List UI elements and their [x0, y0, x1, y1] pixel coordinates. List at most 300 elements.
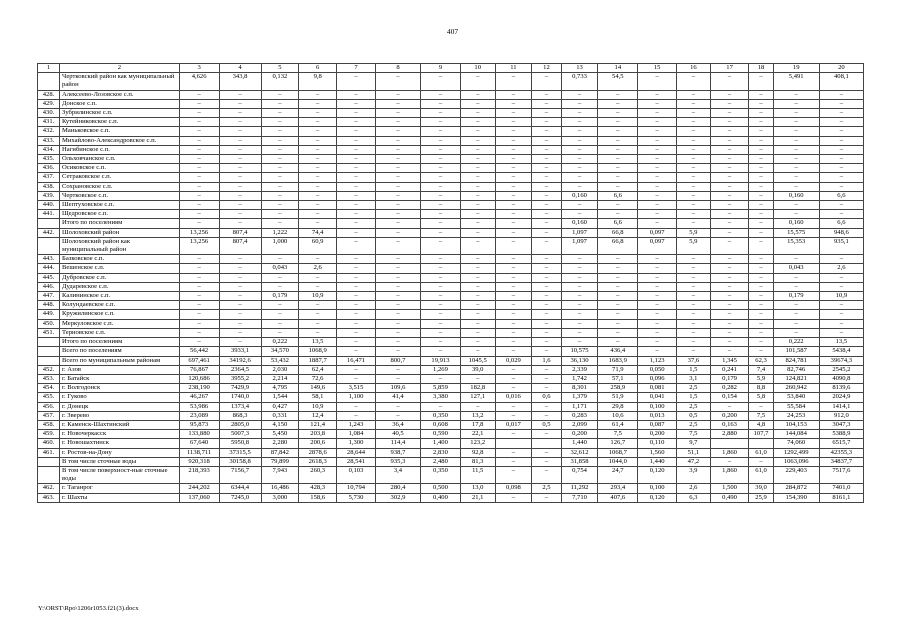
cell-value: 76,867	[179, 365, 219, 374]
cell-value: 109,6	[375, 384, 420, 393]
cell-value: –	[638, 219, 677, 228]
cell-value: 61,4	[598, 420, 638, 429]
cell-value: –	[495, 493, 532, 502]
cell-value: –	[337, 109, 376, 118]
cell-value: –	[561, 164, 598, 173]
cell-value: –	[299, 273, 337, 282]
row-number	[38, 356, 60, 365]
cell-value: –	[749, 173, 773, 182]
cell-value: –	[598, 301, 638, 310]
cell-value: 81,3	[460, 457, 495, 466]
cell-value: –	[710, 201, 749, 210]
cell-value: 0,754	[561, 466, 598, 483]
cell-value: –	[638, 210, 677, 219]
cell-value: 2,214	[261, 374, 299, 383]
cell-value: –	[421, 338, 461, 347]
cell-value: –	[819, 136, 863, 145]
cell-value: –	[532, 402, 561, 411]
cell-value: 46,267	[179, 393, 219, 402]
cell-value: 1,379	[561, 393, 598, 402]
cell-value: 34837,7	[819, 457, 863, 466]
cell-value: –	[337, 90, 376, 99]
cell-value: –	[561, 210, 598, 219]
cell-value: 28,644	[337, 448, 376, 457]
table-row	[38, 402, 864, 411]
column-header: 3	[179, 64, 219, 73]
row-number: 452.	[38, 365, 60, 374]
cell-value: 0,100	[638, 484, 677, 493]
cell-value: –	[299, 109, 337, 118]
cell-value: 10,794	[337, 484, 376, 493]
cell-value: –	[261, 136, 299, 145]
cell-value: 0,041	[638, 393, 677, 402]
cell-value: 1,300	[337, 439, 376, 448]
cell-value: –	[375, 145, 420, 154]
cell-value: 203,8	[299, 430, 337, 439]
cell-value: –	[337, 164, 376, 173]
cell-value: –	[421, 201, 461, 210]
cell-value: –	[561, 182, 598, 191]
cell-value: 0,098	[495, 484, 532, 493]
cell-value: –	[749, 191, 773, 200]
cell-value: 1,084	[337, 430, 376, 439]
cell-value: –	[710, 90, 749, 99]
cell-value: –	[677, 164, 711, 173]
cell-value: 407,6	[598, 493, 638, 502]
cell-value: 0,087	[638, 420, 677, 429]
cell-value: –	[261, 99, 299, 108]
row-number	[38, 237, 60, 254]
cell-value: 3955,2	[219, 374, 261, 383]
cell-value: –	[532, 164, 561, 173]
cell-value: –	[598, 319, 638, 328]
cell-value: –	[179, 328, 219, 337]
cell-value: –	[710, 173, 749, 182]
cell-value: –	[598, 164, 638, 173]
cell-value: 17,8	[460, 420, 495, 429]
cell-value: 30158,8	[219, 457, 261, 466]
cell-value: 21,1	[460, 493, 495, 502]
cell-value: –	[532, 338, 561, 347]
cell-value: –	[749, 210, 773, 219]
cell-value: –	[421, 402, 461, 411]
cell-value: –	[495, 136, 532, 145]
row-number: 456.	[38, 402, 60, 411]
cell-value: 0,016	[495, 393, 532, 402]
cell-value: –	[710, 118, 749, 127]
row-name: Чертковский район как муниципальный район	[60, 73, 180, 90]
table-row	[38, 292, 864, 301]
cell-value: –	[773, 201, 819, 210]
cell-value: 1,544	[261, 393, 299, 402]
cell-value: –	[375, 365, 420, 374]
cell-value: –	[710, 319, 749, 328]
cell-value: –	[638, 109, 677, 118]
cell-value: 1045,5	[460, 356, 495, 365]
cell-value: –	[337, 347, 376, 356]
cell-value: –	[710, 328, 749, 337]
cell-value: –	[598, 328, 638, 337]
cell-value: –	[710, 136, 749, 145]
cell-value: 123,2	[460, 439, 495, 448]
cell-value: –	[710, 99, 749, 108]
cell-value: –	[219, 155, 261, 164]
cell-value: 149,6	[299, 384, 337, 393]
cell-value: –	[421, 145, 461, 154]
row-name: Всего по поселениям	[60, 347, 180, 356]
row-number: 462.	[38, 484, 60, 493]
cell-value: 6,6	[819, 191, 863, 200]
cell-value: –	[421, 310, 461, 319]
cell-value: –	[532, 457, 561, 466]
cell-value: –	[421, 301, 461, 310]
cell-value: 101,587	[773, 347, 819, 356]
column-header: 20	[819, 64, 863, 73]
cell-value: –	[375, 136, 420, 145]
cell-value: –	[710, 282, 749, 291]
cell-value: 158,6	[299, 493, 337, 502]
cell-value: –	[532, 310, 561, 319]
row-name: Маньковское с.п.	[60, 127, 180, 136]
cell-value: 0,110	[638, 439, 677, 448]
cell-value: –	[749, 99, 773, 108]
cell-value: 0,733	[561, 73, 598, 90]
cell-value: –	[421, 374, 461, 383]
cell-value: –	[495, 338, 532, 347]
row-name: г. Волгодонск	[60, 384, 180, 393]
cell-value: –	[495, 319, 532, 328]
row-number: 458.	[38, 420, 60, 429]
cell-value: –	[677, 319, 711, 328]
cell-value: 229,403	[773, 466, 819, 483]
cell-value: 5,859	[421, 384, 461, 393]
cell-value: –	[532, 328, 561, 337]
cell-value: –	[495, 164, 532, 173]
cell-value: –	[460, 282, 495, 291]
column-header: 7	[337, 64, 376, 73]
cell-value: –	[598, 99, 638, 108]
cell-value: –	[421, 127, 461, 136]
cell-value: –	[598, 127, 638, 136]
cell-value: –	[749, 237, 773, 254]
cell-value: –	[819, 282, 863, 291]
cell-value: 0,427	[261, 402, 299, 411]
cell-value: 0,160	[561, 191, 598, 200]
cell-value: –	[598, 264, 638, 273]
cell-value: 120,686	[179, 374, 219, 383]
cell-value: –	[261, 173, 299, 182]
cell-value: –	[460, 155, 495, 164]
cell-value: –	[421, 182, 461, 191]
row-name: Кружилинское с.п.	[60, 310, 180, 319]
cell-value: –	[819, 90, 863, 99]
cell-value: –	[773, 310, 819, 319]
cell-value: 0,350	[421, 466, 461, 483]
cell-value: –	[532, 109, 561, 118]
row-name: Осиковское с.п.	[60, 164, 180, 173]
cell-value: –	[337, 210, 376, 219]
cell-value: 1,560	[638, 448, 677, 457]
cell-value: –	[375, 191, 420, 200]
cell-value: –	[337, 99, 376, 108]
cell-value: –	[460, 136, 495, 145]
cell-value: –	[299, 191, 337, 200]
column-header: 16	[677, 64, 711, 73]
cell-value: –	[532, 347, 561, 356]
cell-value: 1,345	[710, 356, 749, 365]
cell-value: –	[299, 255, 337, 264]
cell-value: –	[677, 99, 711, 108]
cell-value: –	[495, 127, 532, 136]
cell-value: 13,256	[179, 228, 219, 237]
cell-value: 7429,9	[219, 384, 261, 393]
cell-value: –	[460, 292, 495, 301]
cell-value: –	[261, 145, 299, 154]
row-number: 443.	[38, 255, 60, 264]
cell-value: –	[749, 292, 773, 301]
cell-value: –	[749, 402, 773, 411]
cell-value: 4,150	[261, 420, 299, 429]
cell-value: –	[638, 182, 677, 191]
cell-value: –	[219, 264, 261, 273]
cell-value: 58,1	[299, 393, 337, 402]
cell-value: 0,029	[495, 356, 532, 365]
cell-value: 2,099	[561, 420, 598, 429]
row-number: 457.	[38, 411, 60, 420]
cell-value: –	[638, 201, 677, 210]
cell-value: 7,943	[261, 466, 299, 483]
table-row	[38, 365, 864, 374]
row-number: 454.	[38, 384, 60, 393]
cell-value: –	[261, 210, 299, 219]
cell-value: –	[677, 201, 711, 210]
cell-value: –	[337, 328, 376, 337]
table-row	[38, 155, 864, 164]
table-row	[38, 255, 864, 264]
cell-value: 0,179	[710, 374, 749, 383]
cell-value: –	[773, 273, 819, 282]
cell-value: –	[638, 301, 677, 310]
cell-value: –	[460, 219, 495, 228]
table-row	[38, 420, 864, 429]
row-number: 446.	[38, 282, 60, 291]
cell-value: –	[375, 109, 420, 118]
cell-value: –	[749, 164, 773, 173]
cell-value: –	[561, 255, 598, 264]
cell-value: 61,0	[749, 448, 773, 457]
cell-value: –	[375, 219, 420, 228]
cell-value: –	[773, 155, 819, 164]
column-header: 6	[299, 64, 337, 73]
cell-value: –	[261, 90, 299, 99]
cell-value: –	[532, 493, 561, 502]
cell-value: 2,030	[261, 365, 299, 374]
cell-value: 2,6	[299, 264, 337, 273]
cell-value: 2,830	[421, 448, 461, 457]
cell-value: –	[773, 118, 819, 127]
cell-value: –	[532, 210, 561, 219]
cell-value: –	[261, 118, 299, 127]
table-row	[38, 310, 864, 319]
cell-value: 1,440	[561, 439, 598, 448]
cell-value: –	[375, 411, 420, 420]
cell-value: –	[375, 310, 420, 319]
cell-value: 10,9	[819, 292, 863, 301]
cell-value: –	[819, 310, 863, 319]
cell-value: 0,500	[421, 484, 461, 493]
cell-value: –	[749, 109, 773, 118]
cell-value: –	[598, 136, 638, 145]
cell-value: –	[219, 164, 261, 173]
table-row	[38, 301, 864, 310]
page-number: 407	[446, 27, 459, 36]
cell-value: –	[179, 319, 219, 328]
cell-value: 7401,0	[819, 484, 863, 493]
cell-value: –	[261, 273, 299, 282]
cell-value: –	[677, 310, 711, 319]
cell-value: –	[460, 310, 495, 319]
cell-value: –	[219, 99, 261, 108]
cell-value: 0,160	[773, 191, 819, 200]
cell-value: –	[638, 164, 677, 173]
cell-value: –	[561, 118, 598, 127]
cell-value: 8161,1	[819, 493, 863, 502]
cell-value: –	[219, 127, 261, 136]
cell-value: 3,4	[375, 466, 420, 483]
column-header: 18	[749, 64, 773, 73]
cell-value: –	[710, 73, 749, 90]
row-name: Калининское с.п.	[60, 292, 180, 301]
cell-value: –	[179, 282, 219, 291]
row-name: г. Азов	[60, 365, 180, 374]
cell-value: –	[749, 182, 773, 191]
cell-value: –	[179, 136, 219, 145]
table-row	[38, 430, 864, 439]
row-name: г. Гуково	[60, 393, 180, 402]
table-row	[38, 338, 864, 347]
cell-value: 258,9	[598, 384, 638, 393]
cell-value: –	[773, 109, 819, 118]
cell-value: 0,132	[261, 73, 299, 90]
cell-value: –	[219, 328, 261, 337]
cell-value: 62,3	[749, 356, 773, 365]
cell-value: 82,746	[773, 365, 819, 374]
cell-value: 0,050	[638, 365, 677, 374]
cell-value: 3933,1	[219, 347, 261, 356]
cell-value: 24,253	[773, 411, 819, 420]
cell-value: –	[179, 264, 219, 273]
cell-value: 1887,7	[299, 356, 337, 365]
cell-value: 2878,6	[299, 448, 337, 457]
cell-value: –	[532, 448, 561, 457]
cell-value: –	[598, 145, 638, 154]
cell-value: –	[598, 255, 638, 264]
cell-value: –	[299, 310, 337, 319]
cell-value: 1,860	[710, 466, 749, 483]
cell-value: –	[375, 201, 420, 210]
cell-value: –	[375, 338, 420, 347]
cell-value	[710, 439, 749, 448]
cell-value: 938,7	[375, 448, 420, 457]
cell-value: –	[421, 90, 461, 99]
cell-value: –	[375, 374, 420, 383]
cell-value: –	[375, 282, 420, 291]
cell-value: –	[261, 282, 299, 291]
cell-value: –	[598, 118, 638, 127]
table-row	[38, 319, 864, 328]
cell-value: 0,283	[561, 411, 598, 420]
cell-value: –	[299, 182, 337, 191]
cell-value: –	[819, 99, 863, 108]
cell-value: –	[749, 145, 773, 154]
cell-value: 15,575	[773, 228, 819, 237]
cell-value: 343,8	[219, 73, 261, 90]
row-number	[38, 466, 60, 483]
cell-value: –	[598, 310, 638, 319]
cell-value: –	[677, 90, 711, 99]
cell-value: –	[710, 210, 749, 219]
file-path-footer: Y:\ORST\Rpo\1206r1053.f21(3).docx	[38, 605, 139, 612]
cell-value: –	[677, 109, 711, 118]
cell-value: 1373,4	[219, 402, 261, 411]
cell-value: –	[495, 282, 532, 291]
cell-value: –	[638, 292, 677, 301]
cell-value: –	[749, 136, 773, 145]
cell-value: 6,6	[598, 219, 638, 228]
cell-value: –	[561, 173, 598, 182]
row-name: Шолоховский район	[60, 228, 180, 237]
cell-value: 0,5	[532, 420, 561, 429]
table-row	[38, 99, 864, 108]
cell-value: –	[460, 164, 495, 173]
cell-value: –	[219, 136, 261, 145]
cell-value: –	[375, 347, 420, 356]
row-number: 430.	[38, 109, 60, 118]
cell-value: –	[710, 228, 749, 237]
cell-value: 36,130	[561, 356, 598, 365]
table-row	[38, 448, 864, 457]
cell-value: –	[749, 264, 773, 273]
row-number	[38, 219, 60, 228]
cell-value: 67,640	[179, 439, 219, 448]
cell-value: 53,840	[773, 393, 819, 402]
cell-value: 3047,3	[819, 420, 863, 429]
table-row	[38, 182, 864, 191]
cell-value: –	[532, 264, 561, 273]
row-number: 436.	[38, 164, 60, 173]
cell-value: –	[460, 145, 495, 154]
cell-value: –	[460, 201, 495, 210]
cell-value: –	[677, 118, 711, 127]
cell-value: –	[460, 99, 495, 108]
cell-value: –	[460, 264, 495, 273]
cell-value: –	[598, 182, 638, 191]
cell-value: –	[532, 118, 561, 127]
cell-value: –	[179, 201, 219, 210]
cell-value: –	[495, 201, 532, 210]
cell-value: –	[773, 301, 819, 310]
column-header: 13	[561, 64, 598, 73]
cell-value: 0,241	[710, 365, 749, 374]
cell-value: 60,9	[299, 237, 337, 254]
cell-value: –	[532, 466, 561, 483]
cell-value: –	[749, 219, 773, 228]
row-name: Донское с.п.	[60, 99, 180, 108]
row-name: Всего по муниципальным районам	[60, 356, 180, 365]
cell-value: –	[638, 338, 677, 347]
cell-value: –	[749, 118, 773, 127]
table-row	[38, 356, 864, 365]
